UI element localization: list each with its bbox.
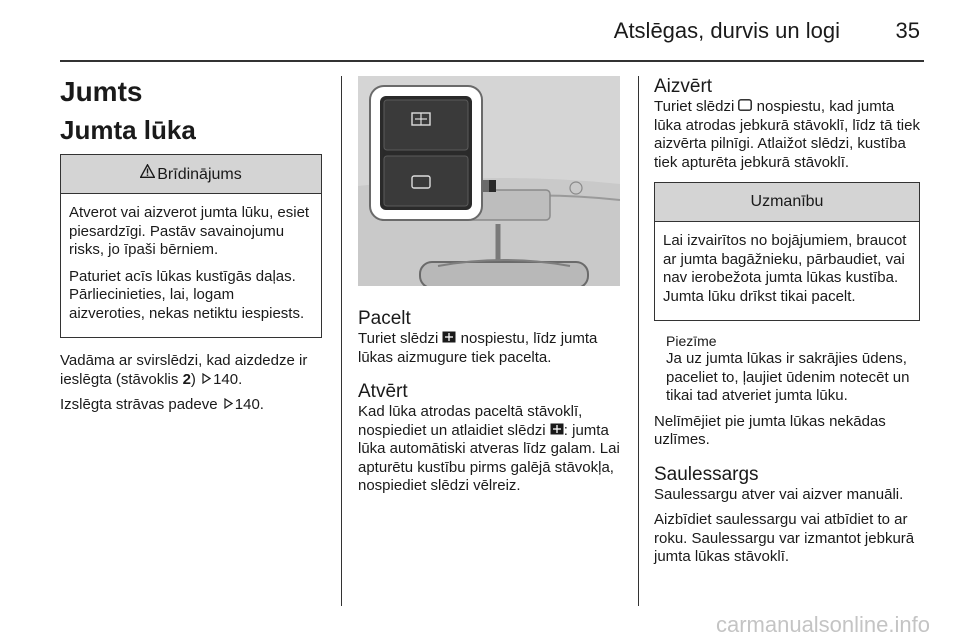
warning-box [60, 154, 322, 338]
note-text: Ja uz jumta lūkas ir sakrājies ūdens, paceliet to, ļaujiet ūdenim notecēt un tikai tad atveriet jumta lūku. [666, 350, 910, 404]
tilt-heading: Pacelt [358, 308, 411, 329]
warning-body [61, 194, 321, 337]
ignition-position: 2 [182, 370, 191, 388]
open-text-end: : jumta lūka automātiski atveras līdz galam. Lai apturētu kustību pirms galējā stāvokļa, nospiediet slēdzi vēlreiz. [358, 421, 620, 494]
column-1 [60, 76, 322, 422]
operation-text-close: ) [190, 370, 201, 388]
column-divider-2 [638, 76, 639, 606]
sunroof-tilt-icon [550, 422, 564, 441]
note-block [654, 333, 920, 406]
reference-arrow-icon [202, 371, 211, 390]
page-header-title: Atslēgas, durvis un logi [613, 18, 840, 43]
tilt-text: Turiet slēdzi [358, 330, 443, 347]
stickers-paragraph: Nelīmējiet pie jumta lūkas nekādas uzlīmes. [654, 412, 886, 448]
sunshade-heading: Saulessargs [654, 463, 759, 485]
warning-heading: Brīdinājums [157, 166, 242, 183]
column-divider-1 [341, 76, 342, 606]
sunroof-tilt-icon [442, 330, 456, 349]
caution-box-header: Uzmanību [655, 183, 919, 222]
sunshade-paragraph-1: Saulessargu atver vai aizver manuāli. [654, 485, 904, 503]
watermark: carmanualsonline.info [715, 612, 930, 637]
sunshade-paragraph-2: Aizbīdiet saulessargu vai atbīdiet to ar roku. Saulessargu var izmantot jebkurā jumta lūkas stāvoklī. [654, 511, 915, 565]
page-number: 35 [895, 18, 920, 43]
warning-box-header [61, 155, 321, 194]
open-paragraph [358, 403, 620, 496]
power-off-paragraph [60, 396, 322, 415]
tilt-paragraph [358, 330, 620, 367]
header-rule [60, 60, 924, 62]
warning-paragraph-1: Atverot vai aizverot jumta lūku, esiet piesardzīgi. Pastāv savainojumu risks, jo īpaši bērniem. [69, 204, 310, 258]
sunroof-switch-illustration [358, 76, 620, 286]
caution-box [654, 182, 920, 321]
close-text-end: nospiestu, kad jumta lūka atrodas jebkurā stāvoklī, līdz tā tiek aizvērta pilnīgi. Atlaižot slēdzi, kustība tiek apturēta jebkurā stāvoklī. [654, 98, 920, 171]
open-heading: Atvērt [358, 381, 408, 402]
caution-text: Lai izvairītos no bojājumiem, braucot ar jumta bagāžnieku, pārbaudiet, vai nav ierobežota jumta lūkas kustība. Jumta lūku drīkst tikai pacelt. [663, 232, 907, 305]
note-label: Piezīme [666, 333, 717, 349]
page-reference-link[interactable]: 140. [213, 370, 243, 388]
reference-arrow-icon [224, 396, 233, 415]
power-off-text: Izslēgta strāvas padeve [60, 396, 222, 413]
section-title: Jumts [60, 76, 143, 107]
open-text: Kad lūka atrodas paceltā stāvoklī, nospiediet un atlaidiet slēdzi [358, 403, 583, 439]
column-2 [358, 76, 620, 503]
caution-body [655, 222, 919, 320]
column-3 [654, 76, 920, 574]
tilt-text-end: nospiestu, līdz jumta lūkas aizmugure tiek pacelta. [358, 330, 598, 366]
warning-paragraph-2: Paturiet acīs lūkas kustīgās daļas. Pārliecinieties, lai, logam aizveroties, nekas netiktu iespiests. [69, 267, 305, 322]
operation-text: Vadāma ar svirslēdzi, kad aizdedze ir ieslēgta (stāvoklis [60, 352, 308, 388]
page-reference-link[interactable]: 140. [234, 396, 264, 413]
warning-triangle-icon [140, 155, 155, 193]
operation-paragraph [60, 352, 322, 389]
sunroof-close-icon [738, 98, 752, 117]
close-text: Turiet slēdzi [654, 98, 739, 115]
subsection-title: Jumta lūka [60, 115, 196, 145]
close-heading: Aizvērt [654, 76, 713, 97]
close-paragraph [654, 98, 920, 172]
